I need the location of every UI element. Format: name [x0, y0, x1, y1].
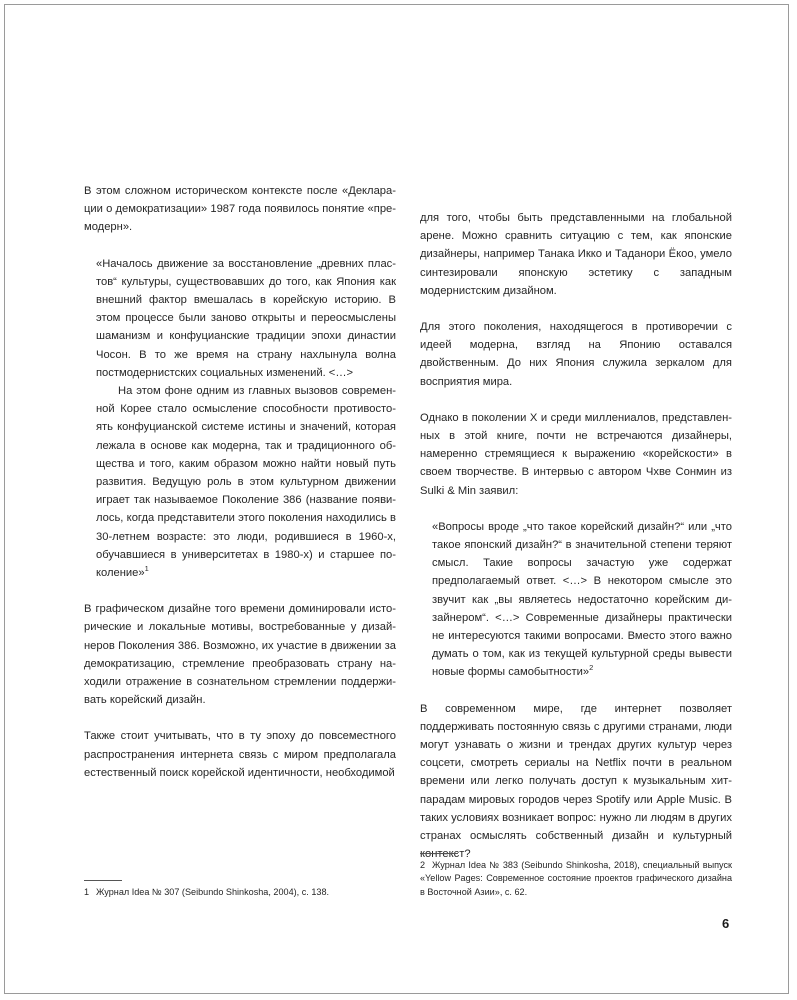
block-quote	[84, 255, 396, 583]
footnote-rule	[84, 880, 122, 881]
paragraph: В современном мире, где интернет позволяет поддерживать постоянную связь с другими странами, люди могут узнавать о жизни и трендах других культур через соцсети, смотреть сериалы на Netflix почти в реальном времени или легко получать доступ к музыкальным хит-парадам мировых городов через Spotify или Apple Music. В таких условиях возникает вопрос: нужно ли людям в других странах осмыслять собственный дизайн и культурный контекст?	[420, 702, 732, 861]
footnote-text: Журнал Idea № 307 (Seibundo Shinkosha, 2004), с. 138.	[96, 887, 330, 897]
paragraph: для того, чтобы быть представленными на глобальной арене. Можно сравнить ситуацию с тем, как японские дизайнеры, например Танака Икко и Таданори Ёкоо, умело синтезировали японскую эстетику с западным модернистским дизайном.	[420, 212, 732, 297]
quote-paragraph	[96, 382, 396, 582]
paragraph: Однако в поколении X и среди миллениалов, представленных в этой книге, почти не встречаются дизайнеры, намеренно стремящиеся к выражению «корейскости» в своем творчестве. В интервью с автором Чхве Сонмин из Sulki & Min заявил:	[420, 411, 732, 497]
footnote-text: Журнал Idea № 383 (Seibundo Shinkosha, 2018), специальный выпуск «Yellow Pages: Современное состояние проектов графического дизайна в Восточной Азии», с. 62.	[420, 860, 732, 897]
quote-paragraph	[432, 518, 732, 682]
paragraph: В графическом дизайне того времени доминировали исторические и локальные мотивы, востребованные у дизайнеров Поколения 386. Возможно, их участие в движении за демократизацию, стремление преобразовать страну находили отражение в сознательном стремлении поддерживать корейский дизайн.	[84, 603, 396, 707]
footnote-ref: 1	[144, 564, 149, 574]
page-number: 6	[722, 916, 730, 931]
left-column	[84, 182, 396, 782]
footnote-number: 1	[84, 887, 90, 897]
quote-paragraph: «Началось движение за восстановление „древних пластов“ культуры, существовавших до того, как Япония как внешний фактор вмешалась в корейскую историю. В этом процессе были заново открыты и переосмыслены шаманизм и конфуцианские традиции эпохи династии Чосон. В то же время на страну нахлынула волна постмодернистских социальных изменений. <…>	[96, 257, 396, 379]
footnote-ref: 2	[589, 663, 594, 673]
block-quote	[420, 518, 732, 682]
quote-text: На этом фоне одним из главных вызовов современной Корее стало осмысление способности противостоять конфуцианской системе истины и значений, которая лежала в основе как модерна, так и традиционного общества и того, каким образом можно найти новый путь развития. Ведущую роль в этом культурном движении играет так называемое Поколение 386 (название появилось, когда представители этого поколения находились в 30-летнем возрасте: это люди, родившиеся в 1960-х, обучавшиеся в университетах в 1980-х) и старшее поколение»	[96, 385, 396, 580]
quote-text: «Вопросы вроде „что такое корейский дизайн?“ или „что такое японский дизайн?“ в значительной степени теряют смысл. Такие вопросы зачастую уже содержат предполагаемый ответ. <…> В некотором смысле это звучит как „вы являетесь недостаточно корейским дизайнером“. <…> Современные дизайнеры практически не интересуются такими вопросами. Вместо этого важно думать о том, как из текущей культурной среды вывести новые формы самобытности»	[432, 520, 732, 679]
paragraph: Для этого поколения, находящегося в противоречии с идеей модерна, взгляд на Японию оставался двойственным. До них Япония служила зеркалом для восприятия мира.	[420, 321, 732, 388]
footnote-1	[84, 886, 396, 899]
footnote-2	[420, 859, 732, 899]
footnote-number: 2	[420, 860, 426, 870]
footnote-rule	[420, 853, 458, 854]
right-column	[420, 209, 732, 864]
paragraph: Также стоит учитывать, что в ту эпоху до повсеместного распространения интернета связь с миром предполагала естественный поиск корейской идентичности, необходимой	[84, 730, 396, 779]
paragraph: В этом сложном историческом контексте после «Декларации о демократизации» 1987 года появилось понятие «премодерн».	[84, 185, 396, 234]
